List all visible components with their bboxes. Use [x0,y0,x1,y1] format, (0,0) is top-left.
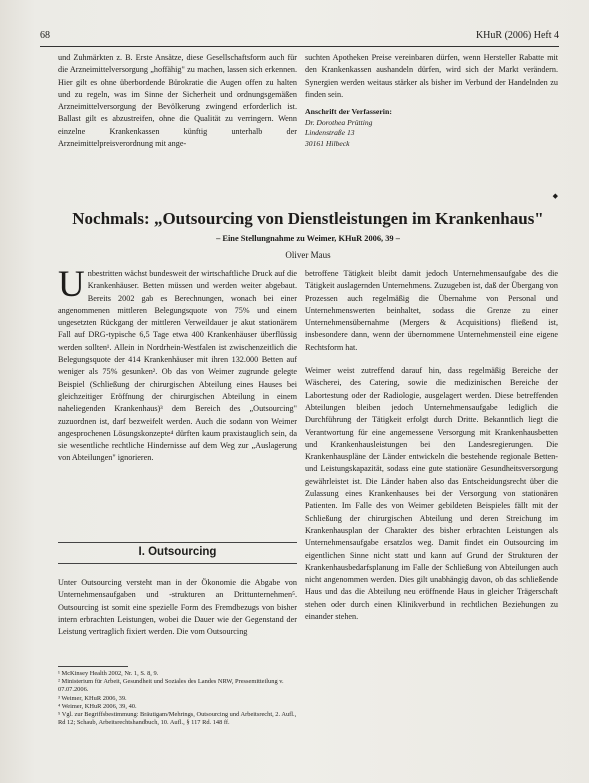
page-number: 68 [40,30,50,41]
paragraph [58,264,297,465]
section-rule-bottom [58,563,297,564]
article-author: Oliver Maus [285,250,331,260]
article-end-mark: ◆ [552,191,558,200]
paragraph: suchten Apotheken Preise vereinbaren dürfen, wenn Hersteller Rabatte mit den Krankenkassen aushandeln dürfen, wird sich der Markt verändern. Synergien werden weitaus stärker als bisher im Verbund der Handelnden zu finden sein. [305,53,558,99]
section-heading [58,542,297,564]
paragraph: Weimer weist zutreffend darauf hin, dass regelmäßig Bereiche der Wäscherei, des Catering, sowie die medizinischen Bereiche der Labortestung oder der Radiologie, ausgelagert werden. Diese betreffenden Abteilungen bleiben jedoch Unternehmensaufgabe lediglich die Durchführung der Tätigkeit erfolgt durch Dritte. Bekanntlich liegt die Verantwortung für eine angemessene Versorgung mit Krankenhausbetten und Krankenhausleistungen bei den Landesregierungen. Die Krankenhauspläne der Länder entwickeln die bestehende regionale Betten- und Leistungskapazität, sodass eine gute stationäre Gesundheitsversorgung gewährleistet ist. Die Länder haben also das Entscheidungsrecht über die Zulassung eines Krankenhauses bei der Versorgung von stationären Patienten. Im Falle des von Weimer gebildeten Beispieles fällt mit der Schließung der chirurgischen Abteilung und deren Streichung im Krankenhausplan der Charakter des bisher erbrachten Leistungen als Unternehmensaufgabe ersatzlos weg. Damit findet ein Outsourcing im eigentlichen Sinne nicht statt und kann auf Grund der Strukturen der Krankenhausbedarfsplanung im Falle der Schließung von Abteilungen auch nicht angenommen werden. Dies gilt unabhängig davon, ob das schließende Haus und das die Abteilung neu eröffnende Haus in gleicher Trägerschaft stehen oder durch einen Klinikverbund in rechtlichen Beziehungen zu einander stehen. [305,366,558,622]
footnote-5: ⁵ Vgl. zur Begriffsbestimmung: Bräutigam/Mehrings, Outsourcing und Arbeitsrecht, 2. Aufl., Rd 12; Schaub, Arbeitsrechtshandbuch, 10. Aufl., § 117 Rd. 148 ff. [58,711,297,727]
paragraph: betroffene Tätigkeit bleibt damit jedoch Unternehmensaufgabe des die Tätigkeit auslagernden Unternehmens. Zuzugeben ist, daß der Übergang von Prozessen auch regelmäßig die Übernahme von Personal und Unternehmenswerten beinhaltet, sodass die Grenze zu einer Unternehmensübernahme (Mergers & Acquisitions) fließend ist, insbesondere dann, wenn der übernommene Unternehmensteil eine eigene Rechtsform hat. [305,269,558,352]
address-heading: Anschrift der Verfasserin: [305,107,392,117]
footnote-1: ¹ McKinsey Health 2002, Nr. 1, S. 8, 9. [58,670,159,677]
drop-cap: U [58,264,85,305]
footnotes [58,666,297,727]
running-head [40,30,559,46]
body-column-right [305,268,558,623]
section-label: I. Outsourcing [138,546,217,558]
journal-reference: KHuR (2006) Heft 4 [475,30,559,41]
footnote-3: ³ Weimer, KHuR 2006, 39. [58,694,127,702]
footnote-rule [58,666,128,667]
body-column-left [58,264,297,465]
article-title: Nochmals: „Outsourcing von Dienstleistungen im Krankenhaus" [72,209,544,228]
header-rule [40,46,559,47]
continued-text-left [58,52,297,150]
paragraph-text: nbestritten wächst bundesweit der wirtschaftliche Druck auf die Krankenhäuser. Betten müssen und werden weiter abgebaut. Bereits 2002 gab es Berechnungen, wonach bei einer angenommenen mittleren Belegungsquote von 75% und einem ungesetzten Rückgang der mittleren Verweildauer je akut stationärem Fall auf DRG-typische 6,5 Tage etwa 400 Krankenhäuser überflüssig werden sollten¹. Allein in Nordrhein-Westfalen ist zwischenzeitlich die Belegungsquote der 414 Krankenhäuser mit ihren 132.000 Betten auf weniger als 75% gesunken². Ob das von Weimer zugrunde gelegte Beispiel (Schließung der chirurgischen Abteilung eines Hauses bei gleichzeitiger Eröffnung der chirurgischen Abteilung in einem naheliegenden Krankenhaus)³ dem Bereich des „Outsourcing" zuzuordnen ist, darf bezweifelt werden. Auch die sodann von Weimer angesprochenen Lösungskonzepte⁴ dürften kaum praxistauglich sein, da sie wesentliche rechtliche Hindernisse auf dem Weg zur „Auslagerung von Abteilungen" ignorieren. [58,269,297,463]
article-subtitle: – Eine Stellungnahme zu Weimer, KHuR 2006, 39 – [216,234,400,243]
body-column-left-section [58,577,297,638]
section-rule-top [58,542,297,543]
footnote-4: ⁴ Weimer, KHuR 2006, 39, 40. [58,702,137,710]
paragraph: Unter Outsourcing versteht man in der Ökonomie die Abgabe von Unternehmensaufgaben und -strukturen an Drittunternehmen⁵. Outsourcing ist somit eine spezielle Form des Fremdbezugs von bisher intern erbrachten Leistungen, wobei die Dauer wie der Gegenstand der Leistung vertraglich fixiert werden. Die vom Outsourcing [58,578,297,637]
author-address [305,107,558,149]
paragraph: und Zuhmärkten z. B. Erste Ansätze, diese Gesellschaftsform auch für die Arzneimittelversorgung „hoffähig" zu machen, lassen sich erkennen. Hier gilt es ohne überbordende Bürokratie die Augen offen zu halten und zu regeln, was im Sinne der Sicherheit und ordnungsgemäßen Arzneimittelversorgung der Bevölkerung zwingend erforderlich ist. Ballast gilt es abzustreifen, ohne die Qualität zu verringern. Wenn einzelne Krankenkassen künftig unterhalb der Arzneimittelpreisverordnung mit ange- [58,53,297,149]
address-street: Lindenstraße 13 [305,128,355,138]
address-city: 30161 Hilbeck [305,138,350,148]
continued-text-right [305,52,558,202]
footnote-2: ² Ministerium für Arbeit, Gesundheit und Soziales des Landes NRW, Pressemitteilung v. 07.07.2006. [58,678,284,694]
address-name: Dr. Dorothea Prütting [305,117,373,127]
